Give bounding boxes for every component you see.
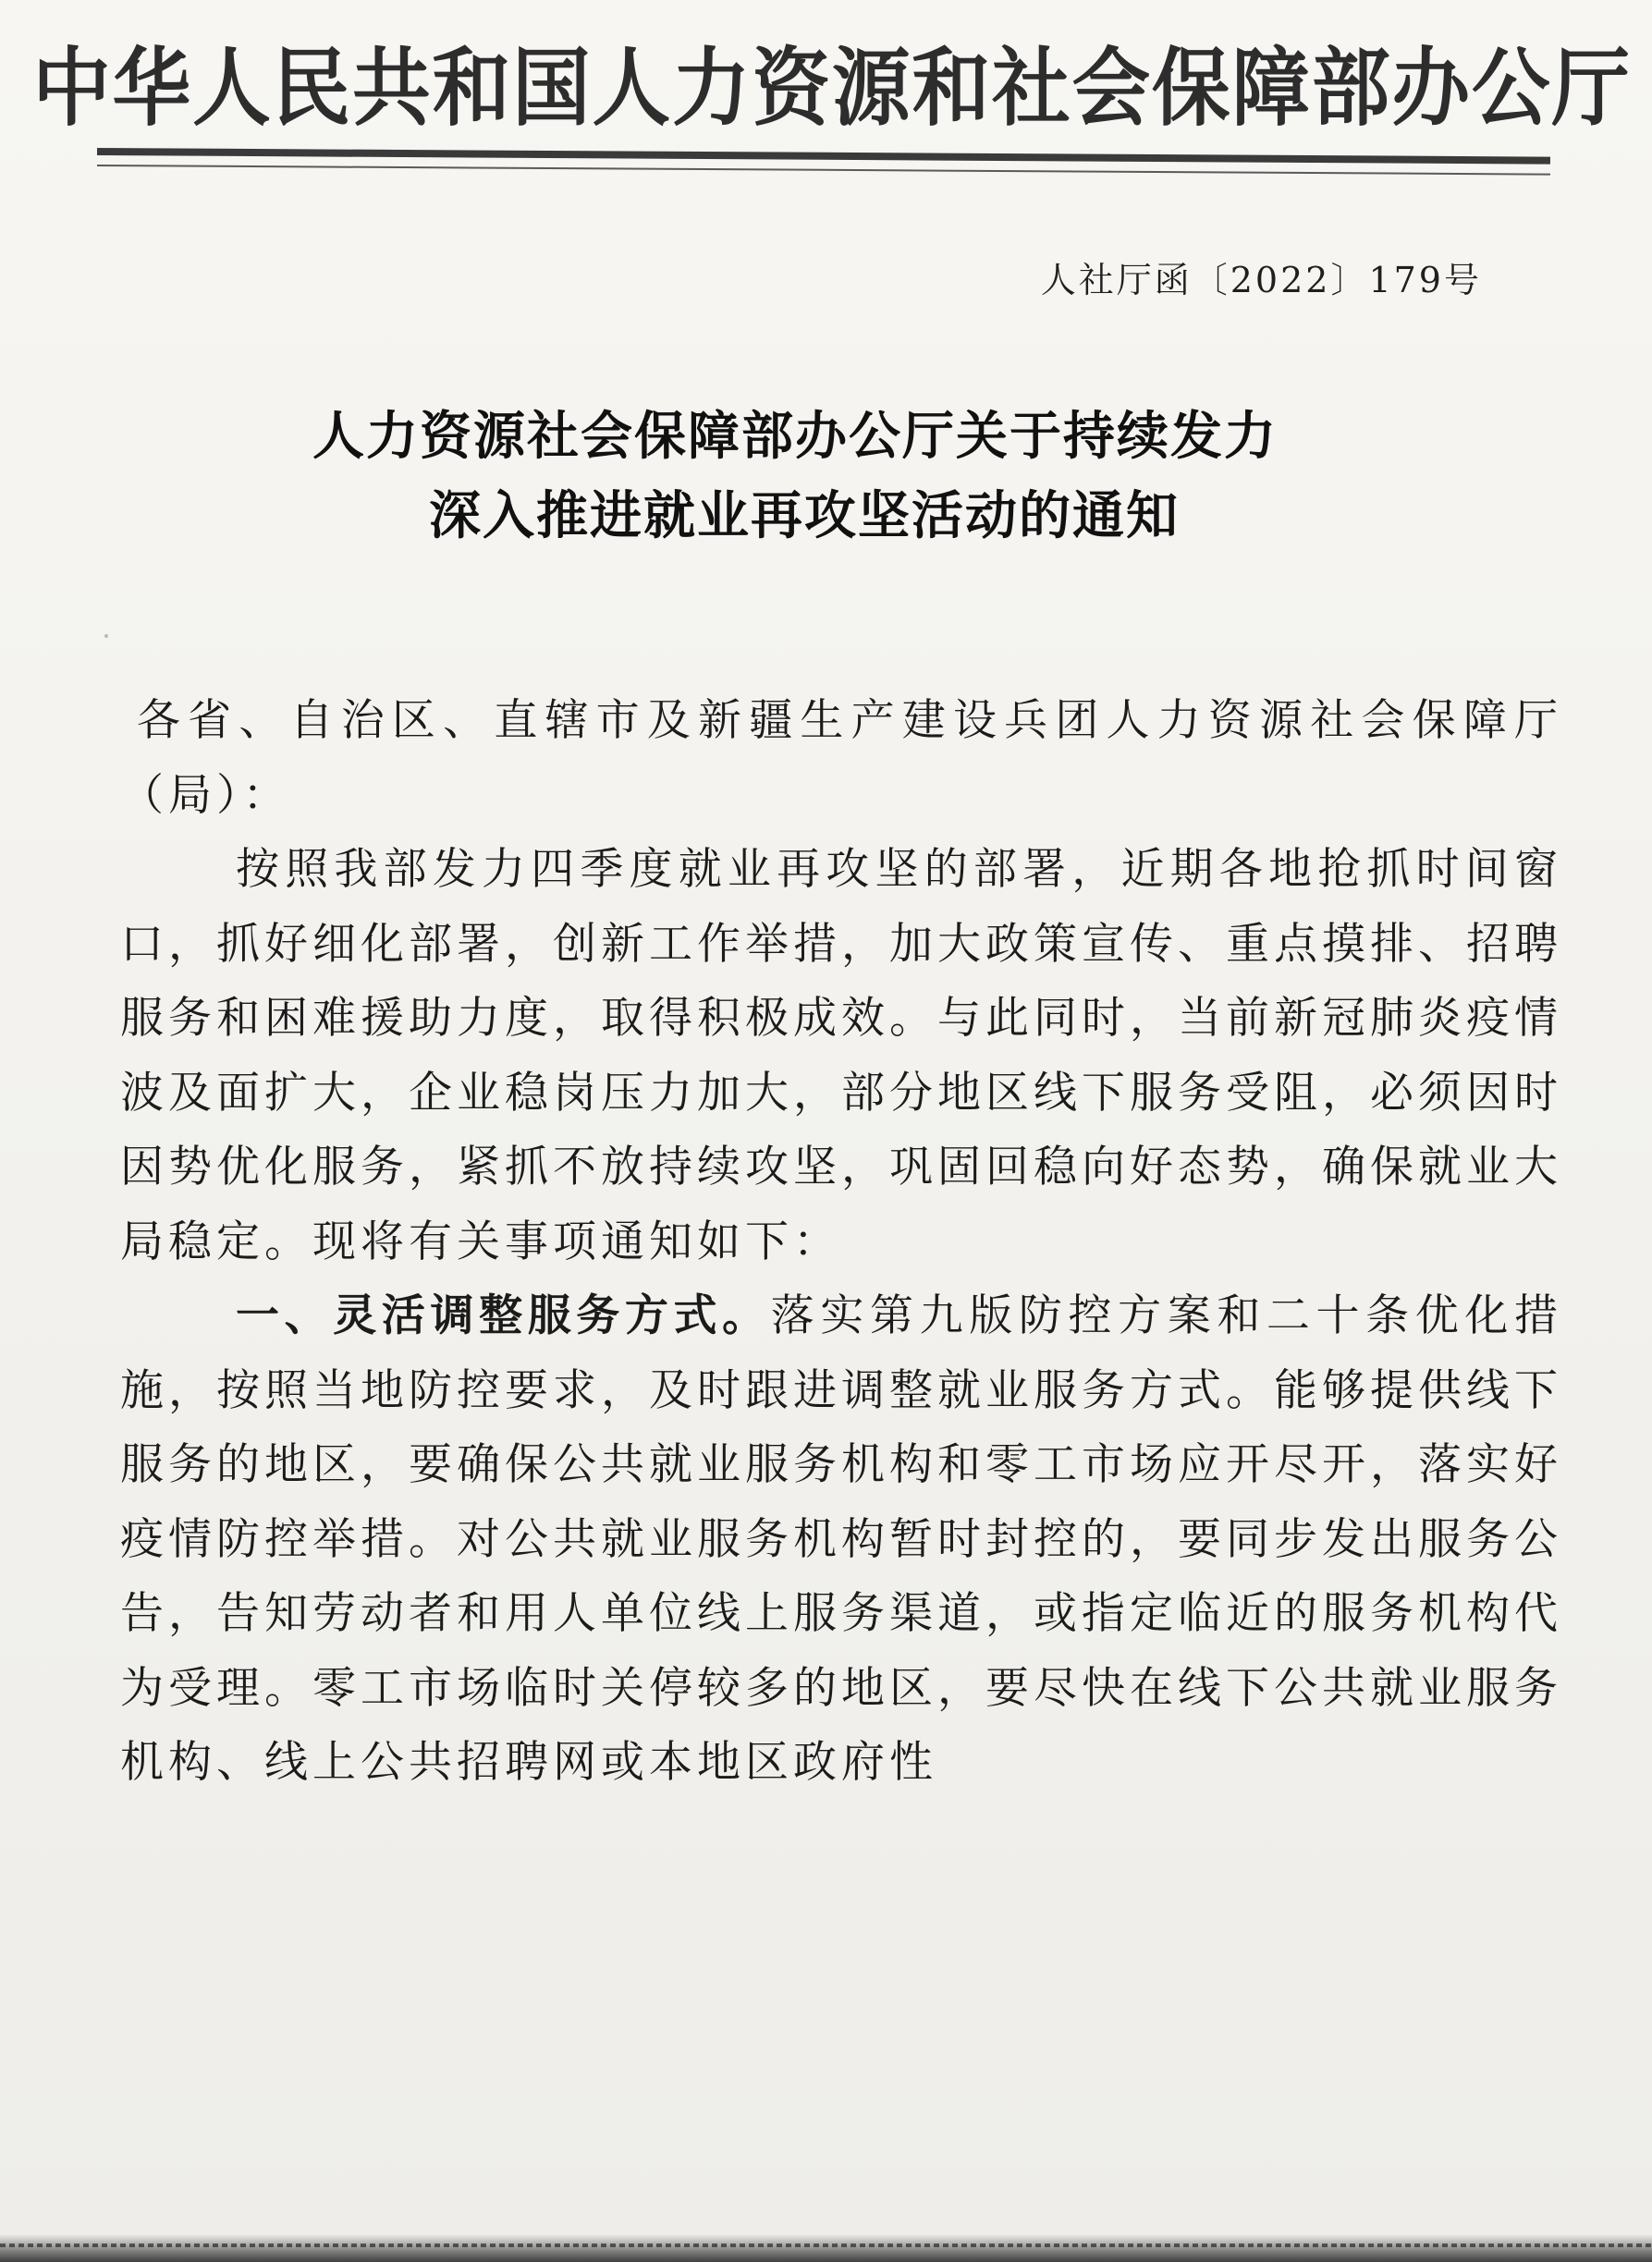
- letterhead-subrule: [97, 165, 1550, 176]
- document-body: [120, 684, 1562, 1801]
- page-bottom-edge: [0, 2234, 1652, 2262]
- letterhead: [32, 17, 1632, 146]
- document-number: 人社厅函〔2022〕179号: [1040, 260, 1482, 300]
- salutation: 各省、自治区、直辖市及新疆生产建设兵团人力资源社会保障厅（局）：: [120, 695, 1562, 821]
- title-line-1: 人力资源社会保障部办公厅关于持续发力: [312, 407, 1278, 467]
- section-1-paragraph: [120, 1279, 1562, 1801]
- intro-paragraph: 按照我部发力四季度就业再攻坚的部署，近期各地抢抓时间窗口，抓好细化部署，创新工作举措，加大政策宣传、重点摸排、招聘服务和困难援助力度，取得积极成效。与此同时，当前新冠肺炎疫情波及面扩大，企业稳岗压力加大，部分地区线下服务受阻，必须因时因势优化服务，紧抓不放持续攻坚，巩固回稳向好态势，确保就业大局稳定。现将有关事项通知如下：: [120, 844, 1562, 1267]
- letterhead-title: 中华人民共和国人力资源和社会保障部办公厅: [32, 38, 1632, 138]
- letterhead-rule: [97, 148, 1550, 165]
- document-title: [194, 397, 1396, 556]
- section-1-heading: 一、灵活调整服务方式。: [236, 1290, 771, 1341]
- section-1-body: 落实第九版防控方案和二十条优化措施，按照当地防控要求，及时跟进调整就业服务方式。能够提供线下服务的地区，要确保公共就业服务机构和零工市场应开尽开，落实好疫情防控举措。对公共就业服务机构暂时封控的，要同步发出服务公告，告知劳动者和用人单位线上服务渠道，或指定临近的服务机构代为受理。零工市场临时关停较多的地区，要尽快在线下公共就业服务机构、线上公共招聘网或本地区政府性: [120, 1290, 1563, 1788]
- scan-speck: [104, 634, 108, 638]
- title-line-2: 深入推进就业再攻坚活动的通知: [429, 486, 1180, 546]
